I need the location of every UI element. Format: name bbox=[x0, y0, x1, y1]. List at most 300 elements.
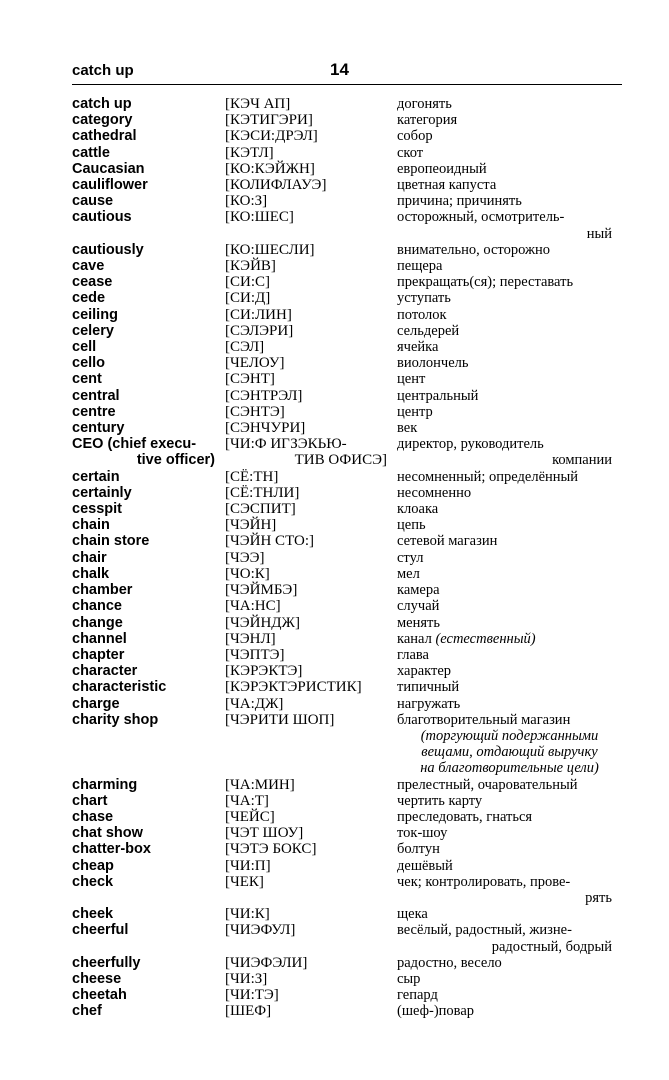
translation bbox=[397, 420, 622, 436]
transcription-text: [ЧИ:Ф ИГЗЭКЬЮ- bbox=[225, 436, 347, 453]
transcription-text: [СИ:ЛИН] bbox=[225, 306, 292, 323]
headword bbox=[72, 696, 225, 712]
entry-list bbox=[72, 96, 632, 1020]
transcription-text: [ЧИ:П] bbox=[225, 857, 271, 874]
headword-text: cheerfully bbox=[72, 954, 141, 971]
headword-text: cattle bbox=[72, 144, 110, 161]
transcription bbox=[225, 712, 397, 728]
transcription bbox=[225, 598, 397, 614]
headword bbox=[72, 209, 225, 225]
translation bbox=[397, 841, 622, 857]
translation-text: ток-шоу bbox=[397, 825, 448, 842]
headword-text: centre bbox=[72, 403, 116, 420]
transcription-text: [КО:ШЕС] bbox=[225, 209, 294, 226]
translation bbox=[397, 874, 622, 906]
transcription-text: [ЧИ:К] bbox=[225, 906, 270, 923]
dictionary-entry bbox=[72, 177, 632, 193]
dictionary-entry bbox=[72, 404, 632, 420]
translation-text: сетевой магазин bbox=[397, 533, 498, 550]
headword-text: charity shop bbox=[72, 711, 159, 728]
headword-text: chef bbox=[72, 1003, 102, 1020]
dictionary-entry bbox=[72, 1003, 632, 1019]
headword bbox=[72, 517, 225, 533]
headword bbox=[72, 307, 225, 323]
headword-text: category bbox=[72, 112, 133, 129]
headword bbox=[72, 971, 225, 987]
headword-text: character bbox=[72, 663, 138, 680]
headword-text: cheerful bbox=[72, 922, 129, 939]
dictionary-entry bbox=[72, 841, 632, 857]
headword-text: chain store bbox=[72, 533, 150, 550]
headword-text: cent bbox=[72, 371, 102, 388]
transcription bbox=[225, 517, 397, 533]
page-number: 14 bbox=[330, 60, 349, 79]
dictionary-entry bbox=[72, 533, 632, 549]
translation bbox=[397, 777, 622, 793]
headword-text: celery bbox=[72, 322, 114, 339]
transcription bbox=[225, 615, 397, 631]
headword bbox=[72, 906, 225, 922]
dictionary-entry bbox=[72, 955, 632, 971]
dictionary-entry bbox=[72, 242, 632, 258]
translation bbox=[397, 858, 622, 874]
transcription-text: [СЭСПИТ] bbox=[225, 501, 296, 518]
headword bbox=[72, 647, 225, 663]
dictionary-entry bbox=[72, 96, 632, 112]
headword-text: cause bbox=[72, 193, 114, 210]
translation-text: цепь bbox=[397, 517, 426, 534]
translation-text: догонять bbox=[397, 96, 452, 112]
transcription bbox=[225, 339, 397, 355]
transcription-text: [ЧИ:З] bbox=[225, 970, 268, 987]
translation-text: болтун bbox=[397, 841, 440, 858]
headword-text: chatter-box bbox=[72, 841, 151, 858]
dictionary-entry bbox=[72, 274, 632, 290]
transcription bbox=[225, 1003, 397, 1019]
headword bbox=[72, 533, 225, 549]
translation bbox=[397, 323, 622, 339]
transcription bbox=[225, 128, 397, 144]
transcription-text: [КЭРЭКТЭРИСТИК] bbox=[225, 679, 362, 696]
transcription-text: [ЧЕК] bbox=[225, 873, 264, 890]
headword bbox=[72, 355, 225, 371]
headword-text: cheap bbox=[72, 857, 114, 874]
translation bbox=[397, 922, 622, 954]
transcription-text: [ЧА:МИН] bbox=[225, 776, 295, 793]
headword-text: cheetah bbox=[72, 987, 127, 1004]
transcription-text: [СЭНТЭ] bbox=[225, 403, 285, 420]
transcription-text: [СЭНЧУРИ] bbox=[225, 420, 306, 437]
translation-text: клоака bbox=[397, 501, 439, 518]
headword bbox=[72, 809, 225, 825]
transcription bbox=[225, 242, 397, 258]
headword-text: century bbox=[72, 420, 125, 437]
translation bbox=[397, 355, 622, 371]
transcription-text: [СЁ:ТН] bbox=[225, 468, 279, 485]
translation bbox=[397, 177, 622, 193]
headword-text: cede bbox=[72, 290, 106, 307]
headword bbox=[72, 793, 225, 809]
transcription bbox=[225, 955, 397, 971]
dictionary-entry bbox=[72, 307, 632, 323]
headword bbox=[72, 242, 225, 258]
dictionary-entry bbox=[72, 712, 632, 777]
dictionary-entry bbox=[72, 388, 632, 404]
transcription-text: [СЭЛЭРИ] bbox=[225, 322, 294, 339]
transcription bbox=[225, 663, 397, 679]
translation-text: стул bbox=[397, 549, 424, 566]
translation bbox=[397, 793, 622, 809]
transcription bbox=[225, 858, 397, 874]
headword-text: cautiously bbox=[72, 241, 144, 258]
dictionary-entry bbox=[72, 777, 632, 793]
translation bbox=[397, 242, 622, 258]
translation-text: потолок bbox=[397, 306, 447, 323]
translation bbox=[397, 533, 622, 549]
translation bbox=[397, 193, 622, 209]
headword bbox=[72, 777, 225, 793]
translation-text: чертить карту bbox=[397, 792, 483, 809]
translation-text: характер bbox=[397, 663, 452, 680]
headword-text: characteristic bbox=[72, 679, 167, 696]
transcription bbox=[225, 566, 397, 582]
headword bbox=[72, 566, 225, 582]
headword bbox=[72, 598, 225, 614]
guide-word: catch up bbox=[72, 62, 134, 79]
transcription-text: [ЧЭЙМБЭ] bbox=[225, 582, 298, 599]
transcription-text: [ЧЭПТЭ] bbox=[225, 646, 285, 663]
translation-text: радостно, весело bbox=[397, 954, 502, 971]
dictionary-entry bbox=[72, 874, 632, 906]
headword bbox=[72, 177, 225, 193]
translation bbox=[397, 145, 622, 161]
transcription-text: [ЧЭТ ШОУ] bbox=[225, 825, 304, 842]
translation-text: сыр bbox=[397, 970, 421, 987]
translation bbox=[397, 696, 622, 712]
dictionary-entry bbox=[72, 566, 632, 582]
translation bbox=[397, 307, 622, 323]
translation-text: внимательно, осторожно bbox=[397, 241, 550, 258]
translation bbox=[397, 663, 622, 679]
translation-text: уступать bbox=[397, 290, 451, 307]
transcription-text: [ЧИ:ТЭ] bbox=[225, 987, 279, 1004]
headword-text: central bbox=[72, 387, 120, 404]
headword bbox=[72, 825, 225, 841]
transcription-text: [СЭНТ] bbox=[225, 371, 275, 388]
headword-text: cave bbox=[72, 258, 105, 275]
translation-text: осторожный, осмотритель- bbox=[397, 209, 565, 226]
transcription bbox=[225, 631, 397, 647]
translation bbox=[397, 274, 622, 290]
headword-text: charming bbox=[72, 776, 138, 793]
transcription bbox=[225, 501, 397, 517]
headword-text: change bbox=[72, 614, 123, 631]
translation-text: прекращать(ся); переставать bbox=[397, 274, 574, 291]
translation-text: прелестный, очаровательный bbox=[397, 776, 578, 793]
translation-text: цент bbox=[397, 371, 426, 388]
dictionary-entry bbox=[72, 598, 632, 614]
dictionary-entry bbox=[72, 793, 632, 809]
translation-text: чек; контролировать, прове- bbox=[397, 873, 571, 890]
dictionary-entry bbox=[72, 209, 632, 241]
transcription bbox=[225, 355, 397, 371]
dictionary-entry bbox=[72, 987, 632, 1003]
transcription bbox=[225, 777, 397, 793]
dictionary-entry bbox=[72, 825, 632, 841]
transcription-text: [КО:З] bbox=[225, 193, 268, 210]
headword bbox=[72, 987, 225, 1003]
headword-text: cell bbox=[72, 339, 97, 356]
translation bbox=[397, 258, 622, 274]
headword-text: cathedral bbox=[72, 128, 137, 145]
translation-text: сельдерей bbox=[397, 322, 460, 339]
translation-text: (шеф-)повар bbox=[397, 1003, 475, 1020]
headword-text: cheek bbox=[72, 906, 114, 923]
headword-text: catch up bbox=[72, 96, 132, 112]
translation-text: пещера bbox=[397, 258, 443, 275]
translation bbox=[397, 809, 622, 825]
dictionary-entry bbox=[72, 631, 632, 647]
headword-text: Caucasian bbox=[72, 160, 145, 177]
translation-text: глава bbox=[397, 646, 429, 663]
headword-continuation: tive officer) bbox=[136, 452, 215, 469]
transcription-text: [СЭЛ] bbox=[225, 339, 265, 356]
transcription-text: [ЧЕЙС] bbox=[225, 808, 275, 825]
headword-text: chain bbox=[72, 517, 110, 534]
transcription bbox=[225, 145, 397, 161]
translation bbox=[397, 825, 622, 841]
translation-text: центр bbox=[397, 403, 433, 420]
headword-text: cautious bbox=[72, 209, 132, 226]
headword bbox=[72, 679, 225, 695]
transcription-text: [КЭТЛ] bbox=[225, 144, 274, 161]
translation-text: век bbox=[397, 420, 418, 437]
transcription bbox=[225, 987, 397, 1003]
translation bbox=[397, 1003, 622, 1019]
headword-text: chart bbox=[72, 792, 108, 809]
translation bbox=[397, 615, 622, 631]
translation-text: типичный bbox=[397, 679, 460, 696]
dictionary-entry bbox=[72, 128, 632, 144]
translation-text: ячейка bbox=[397, 339, 439, 356]
transcription bbox=[225, 274, 397, 290]
translation bbox=[397, 371, 622, 387]
transcription bbox=[225, 209, 397, 225]
transcription bbox=[225, 825, 397, 841]
headword bbox=[72, 388, 225, 404]
transcription-text: [ЧЭЙН] bbox=[225, 517, 277, 534]
headword bbox=[72, 128, 225, 144]
headword bbox=[72, 469, 225, 485]
transcription bbox=[225, 258, 397, 274]
headword bbox=[72, 501, 225, 517]
headword bbox=[72, 145, 225, 161]
translation bbox=[397, 647, 622, 663]
translation bbox=[397, 631, 622, 647]
headword bbox=[72, 631, 225, 647]
headword bbox=[72, 485, 225, 501]
transcription-text: [ЧЭЭ] bbox=[225, 549, 265, 566]
translation bbox=[397, 906, 622, 922]
transcription-text: [ШЕФ] bbox=[225, 1003, 272, 1020]
transcription-text: [ЧЭРИТИ ШОП] bbox=[225, 711, 335, 728]
translation-text: щека bbox=[397, 906, 428, 923]
translation-text: камера bbox=[397, 582, 440, 599]
headword bbox=[72, 955, 225, 971]
transcription bbox=[225, 679, 397, 695]
translation bbox=[397, 971, 622, 987]
translation bbox=[397, 128, 622, 144]
transcription bbox=[225, 809, 397, 825]
headword bbox=[72, 615, 225, 631]
translation-text: собор bbox=[397, 128, 433, 145]
translation-text: виолончель bbox=[397, 355, 469, 372]
headword bbox=[72, 323, 225, 339]
headword bbox=[72, 339, 225, 355]
transcription-text: [ЧЕЛОУ] bbox=[225, 355, 285, 372]
dictionary-entry bbox=[72, 517, 632, 533]
transcription bbox=[225, 533, 397, 549]
translation-text: европеоидный bbox=[397, 160, 487, 177]
dictionary-entry bbox=[72, 339, 632, 355]
translation-text: гепард bbox=[397, 987, 438, 1004]
transcription-text: [КО:ШЕСЛИ] bbox=[225, 241, 315, 258]
dictionary-entry bbox=[72, 469, 632, 485]
headword-text: check bbox=[72, 873, 114, 890]
transcription-text: [КЭСИ:ДРЭЛ] bbox=[225, 128, 318, 145]
dictionary-entry bbox=[72, 550, 632, 566]
translation bbox=[397, 388, 622, 404]
transcription-text: [ЧЭНЛ] bbox=[225, 630, 276, 647]
transcription-text: [КЭТИГЭРИ] bbox=[225, 112, 313, 129]
transcription bbox=[225, 307, 397, 323]
transcription bbox=[225, 420, 397, 436]
transcription-text: [СЭНТРЭЛ] bbox=[225, 387, 303, 404]
headword bbox=[72, 96, 225, 112]
headword-text: chamber bbox=[72, 582, 133, 599]
transcription bbox=[225, 647, 397, 663]
dictionary-entry bbox=[72, 922, 632, 954]
headword bbox=[72, 922, 225, 938]
headword-text: channel bbox=[72, 630, 127, 647]
headword-text: chair bbox=[72, 549, 107, 566]
transcription-text: [КЭЙВ] bbox=[225, 258, 276, 275]
headword-text: charge bbox=[72, 695, 120, 712]
dictionary-entry bbox=[72, 647, 632, 663]
dictionary-entry bbox=[72, 290, 632, 306]
dictionary-entry bbox=[72, 615, 632, 631]
headword-text: cesspit bbox=[72, 501, 122, 518]
headword bbox=[72, 582, 225, 598]
translation bbox=[397, 112, 622, 128]
transcription-text: [ЧИЭФЭЛИ] bbox=[225, 954, 308, 971]
transcription bbox=[225, 469, 397, 485]
translation-continuation: радостный, бодрый bbox=[491, 938, 612, 955]
transcription-text: [КЭРЭКТЭ] bbox=[225, 663, 303, 680]
headword bbox=[72, 161, 225, 177]
translation-text: причина; причинять bbox=[397, 193, 522, 210]
dictionary-entry bbox=[72, 971, 632, 987]
transcription bbox=[225, 971, 397, 987]
headword-text: chance bbox=[72, 598, 122, 615]
transcription bbox=[225, 582, 397, 598]
headword bbox=[72, 371, 225, 387]
translation bbox=[397, 550, 622, 566]
translation bbox=[397, 566, 622, 582]
headword bbox=[72, 193, 225, 209]
headword-text: chalk bbox=[72, 565, 110, 582]
translation bbox=[397, 712, 622, 777]
transcription bbox=[225, 388, 397, 404]
translation bbox=[397, 598, 622, 614]
transcription bbox=[225, 161, 397, 177]
headword-text: chapter bbox=[72, 646, 125, 663]
translation-text: дешёвый bbox=[397, 857, 453, 874]
headword bbox=[72, 550, 225, 566]
transcription bbox=[225, 323, 397, 339]
headword bbox=[72, 1003, 225, 1019]
translation bbox=[397, 987, 622, 1003]
translation-continuation: ный bbox=[586, 225, 612, 242]
transcription-text: [СЁ:ТНЛИ] bbox=[225, 484, 300, 501]
transcription-text: [КЭЧ АП] bbox=[225, 96, 291, 112]
dictionary-entry bbox=[72, 371, 632, 387]
translation bbox=[397, 501, 622, 517]
headword-text: CEO (chief execu- bbox=[72, 436, 197, 453]
transcription-text: [КОЛИФЛАУЭ] bbox=[225, 177, 327, 194]
translation bbox=[397, 209, 622, 241]
transcription bbox=[225, 922, 397, 938]
translation bbox=[397, 955, 622, 971]
translation bbox=[397, 96, 622, 112]
headword bbox=[72, 712, 225, 728]
translation bbox=[397, 679, 622, 695]
dictionary-entry bbox=[72, 582, 632, 598]
translation bbox=[397, 290, 622, 306]
transcription bbox=[225, 371, 397, 387]
transcription bbox=[225, 841, 397, 857]
transcription bbox=[225, 696, 397, 712]
headword bbox=[72, 874, 225, 890]
translation bbox=[397, 161, 622, 177]
translation-text: преследовать, гнаться bbox=[397, 808, 533, 825]
translation bbox=[397, 517, 622, 533]
dictionary-entry bbox=[72, 112, 632, 128]
translation-text: случай bbox=[397, 598, 440, 615]
dictionary-entry bbox=[72, 193, 632, 209]
dictionary-entry bbox=[72, 355, 632, 371]
headword-text: cauliflower bbox=[72, 177, 148, 194]
translation bbox=[397, 582, 622, 598]
transcription-text: [ЧЭТЭ БОКС] bbox=[225, 841, 317, 858]
headword-text: certain bbox=[72, 468, 120, 485]
dictionary-entry bbox=[72, 679, 632, 695]
transcription-text: [СИ:Д] bbox=[225, 290, 271, 307]
headword bbox=[72, 290, 225, 306]
translation bbox=[397, 469, 622, 485]
translation-text: нагружать bbox=[397, 695, 461, 712]
transcription-text: [ЧО:К] bbox=[225, 565, 270, 582]
headword-text: ceiling bbox=[72, 306, 118, 323]
dictionary-entry bbox=[72, 436, 632, 468]
translation-text: менять bbox=[397, 614, 440, 631]
dictionary-entry bbox=[72, 501, 632, 517]
transcription-text: [ЧЭЙНДЖ] bbox=[225, 614, 300, 631]
dictionary-entry bbox=[72, 809, 632, 825]
transcription bbox=[225, 436, 397, 468]
transcription-text: [КО:КЭЙЖН] bbox=[225, 160, 315, 177]
transcription bbox=[225, 550, 397, 566]
